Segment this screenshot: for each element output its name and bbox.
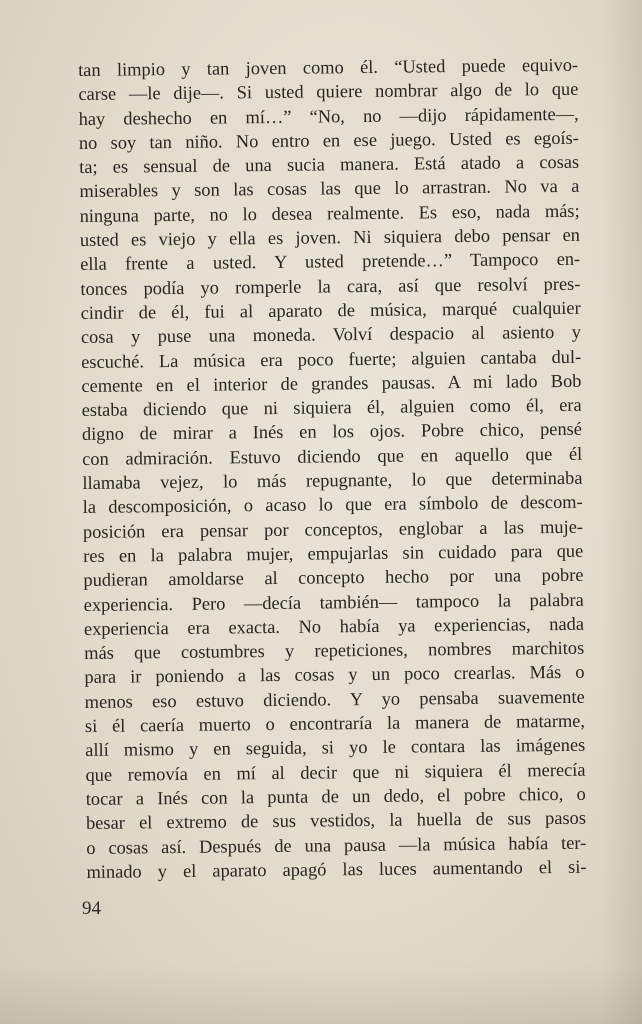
text-line: tonces podía yo romperle la cara, así que resolví pres-: [80, 273, 581, 299]
text-line: con admiración. Estuvo diciendo que en aquello que él: [82, 443, 583, 469]
text-line: digno de mirar a Inés en los ojos. Pobre chico, pensé: [81, 419, 583, 445]
text-line: estaba diciendo que ni siquiera él, alguien como él, era: [81, 394, 582, 421]
text-line: la descomposición, o acaso lo que era símbolo de descom-: [82, 492, 583, 518]
text-line: para ir poniendo a las cosas y un poco crearlas. Más o: [84, 662, 585, 688]
text-line: ninguna parte, no lo desea realmente. Es eso, nada más;: [79, 200, 580, 226]
text-line: besar el extremo de sus vestidos, la huella de sus pasos: [85, 807, 587, 834]
page-number: 94: [82, 898, 101, 919]
text-line: pudieran amoldarse al concepto hecho por una pobre: [83, 564, 584, 591]
text-line: tan limpio y tan joven como él. “Usted puede equivo-: [78, 54, 579, 80]
text-line: cosa y puse una moneda. Volví despacio al asiento y: [80, 322, 582, 348]
text-line: miserables y son las cosas las que lo arrastran. No va a: [79, 176, 580, 202]
text-line: escuché. La música era poco fuerte; alguien cantaba dul-: [81, 346, 582, 372]
text-line: ta; es sensual de una sucia manera. Está atado a cosas: [79, 151, 580, 178]
text-line: que removía en mí al decir que ni siquiera él merecía: [85, 759, 586, 785]
text-line: res en la palabra mujer, empujarlas sin cuidado para que: [83, 540, 584, 566]
text-line: tocar a Inés con la punta de un dedo, el pobre chico, o: [85, 783, 586, 809]
text-line: más que costumbres y repeticiones, nombres marchitos: [84, 637, 585, 664]
text-line: llamaba vejez, lo más repugnante, lo que determinaba: [82, 467, 583, 494]
text-line: experiencia. Pero —decía también— tampoco la palabra: [83, 589, 584, 615]
text-line: hay deshecho en mí…” “No, no —dijo rápidamente—,: [78, 103, 579, 129]
text-line: carse —le dije—. Si usted quiere nombrar algo de lo que: [78, 79, 579, 105]
text-line: o cosas así. Después de una pausa —la música había ter-: [86, 832, 587, 858]
text-line: si él caería muerto o encontraría la manera de matarme,: [84, 710, 586, 736]
text-line: experiencia era exacta. No había ya experiencias, nada: [83, 613, 585, 639]
text-line: posición era pensar por conceptos, englobar a las muje-: [82, 516, 584, 542]
text-line: no soy tan niño. No entro en ese juego. Usted es egoís-: [78, 127, 579, 153]
text-line: usted es viejo y ella es joven. Ni siquiera debo pensar en: [79, 224, 580, 251]
body-text: [78, 53, 587, 884]
page-bottom-shadow: [0, 964, 642, 1024]
page-edge-shadow: [602, 0, 642, 1024]
text-line: allí mismo y en seguida, si yo le contara las imágenes: [85, 735, 586, 761]
text-line: minado y el aparato apagó las luces aumentando el si-: [86, 856, 587, 882]
text-line: ella frente a usted. Y usted pretende…” Tampoco en-: [80, 249, 581, 275]
text-line: cindir de él, fui al aparato de música, marqué cualquier: [80, 297, 581, 323]
text-line: menos eso estuvo diciendo. Y yo pensaba suavemente: [84, 686, 585, 712]
text-line: cemente en el interior de grandes pausas. A mi lado Bob: [81, 370, 582, 396]
